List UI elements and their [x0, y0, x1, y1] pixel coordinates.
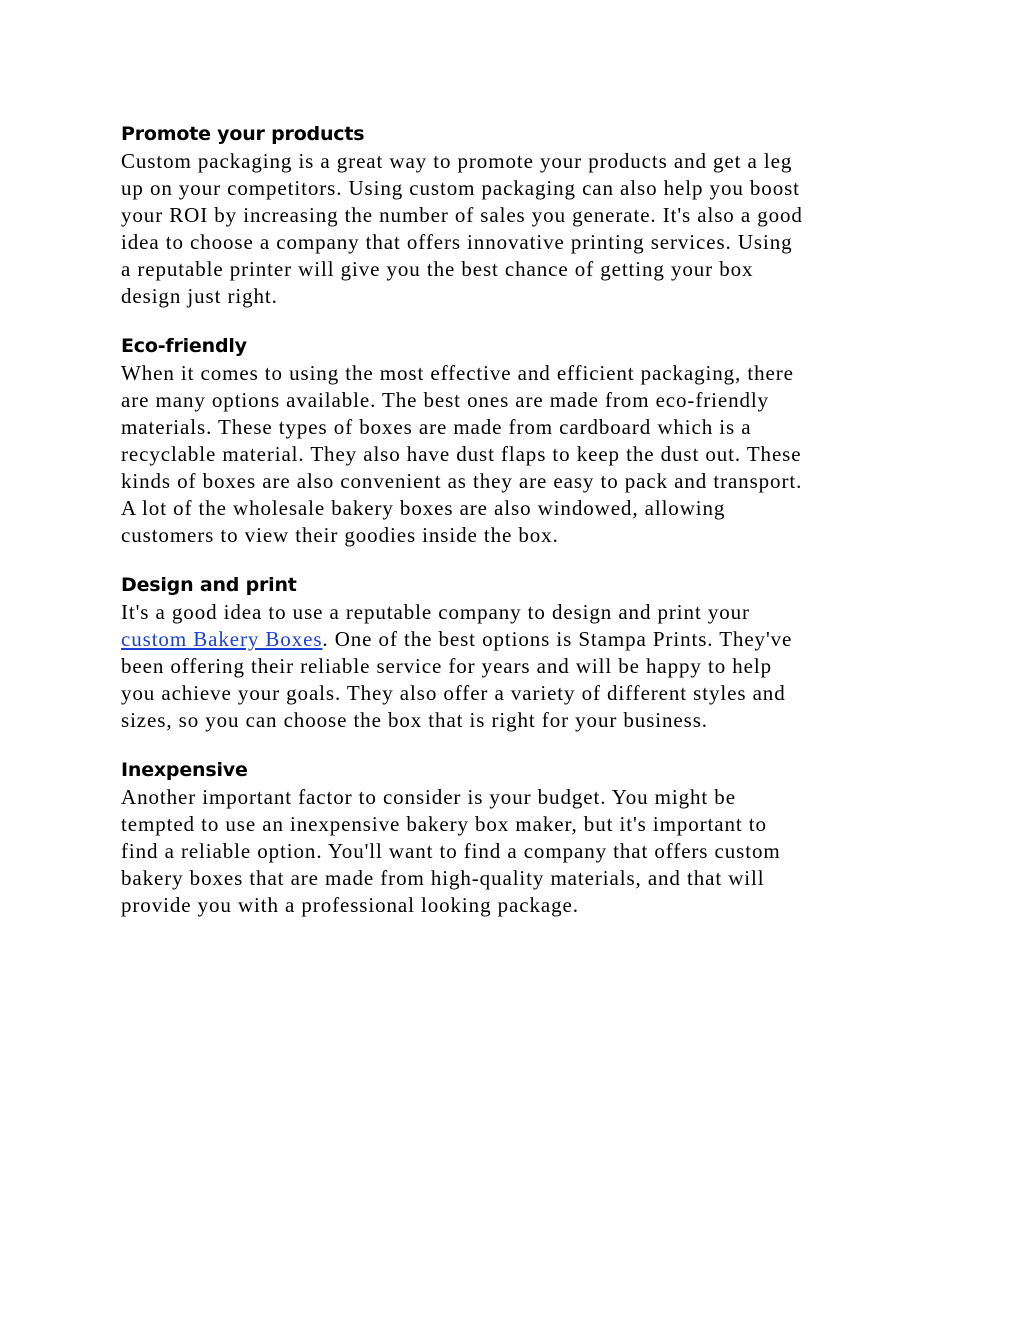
section-heading: Inexpensive: [121, 759, 248, 781]
paragraph-line: provide you with a professional looking package.: [121, 893, 579, 917]
paragraph-line: sizes, so you can choose the box that is right for your business.: [121, 708, 708, 732]
paragraph-line: your ROI by increasing the number of sales you generate. It's also a good: [121, 203, 803, 227]
section-heading: Eco-friendly: [121, 335, 247, 357]
paragraph-line: find a reliable option. You'll want to find a company that offers custom: [121, 839, 781, 863]
paragraph-line: bakery boxes that are made from high-quality materials, and that will: [121, 866, 765, 890]
section-heading: Promote your products: [121, 123, 365, 145]
paragraph-line-with-link: [121, 626, 921, 653]
paragraph-line: Custom packaging is a great way to promote your products and get a leg: [121, 149, 793, 173]
paragraph-line: been offering their reliable service for years and will be happy to help: [121, 654, 773, 678]
section-inexpensive: [121, 756, 921, 919]
paragraph-line: are many options available. The best ones are made from eco-friendly: [121, 388, 769, 412]
paragraph-line: you achieve your goals. They also offer a variety of different styles and: [121, 681, 786, 705]
section-eco-friendly: [121, 332, 921, 549]
section-paragraph: [121, 784, 921, 919]
section-heading: Design and print: [121, 574, 297, 596]
section-design-and-print: [121, 571, 921, 734]
paragraph-line: It's a good idea to use a reputable company to design and print your: [121, 600, 750, 624]
link-line-text: . One of the best options is Stampa Prints. They've: [322, 627, 793, 651]
paragraph-line: tempted to use an inexpensive bakery box maker, but it's important to: [121, 812, 767, 836]
custom-bakery-boxes-link[interactable]: custom Bakery Boxes: [121, 627, 323, 651]
document-page: [121, 120, 921, 941]
section-paragraph: [121, 599, 921, 734]
paragraph-line: kinds of boxes are also convenient as they are easy to pack and transport.: [121, 469, 803, 493]
paragraph-line: When it comes to using the most effective and efficient packaging, there: [121, 361, 794, 385]
paragraph-line: A lot of the wholesale bakery boxes are also windowed, allowing: [121, 496, 726, 520]
paragraph-line: Another important factor to consider is your budget. You might be: [121, 785, 736, 809]
section-paragraph: [121, 360, 921, 549]
section-paragraph: [121, 148, 921, 310]
paragraph-line: a reputable printer will give you the best chance of getting your box: [121, 257, 754, 281]
paragraph-line: recyclable material. They also have dust flaps to keep the dust out. These: [121, 442, 802, 466]
paragraph-line: design just right.: [121, 284, 278, 308]
paragraph-line: up on your competitors. Using custom packaging can also help you boost: [121, 176, 800, 200]
section-promote: [121, 120, 921, 310]
paragraph-line: materials. These types of boxes are made from cardboard which is a: [121, 415, 752, 439]
paragraph-line: idea to choose a company that offers innovative printing services. Using: [121, 230, 793, 254]
paragraph-line: customers to view their goodies inside the box.: [121, 523, 559, 547]
